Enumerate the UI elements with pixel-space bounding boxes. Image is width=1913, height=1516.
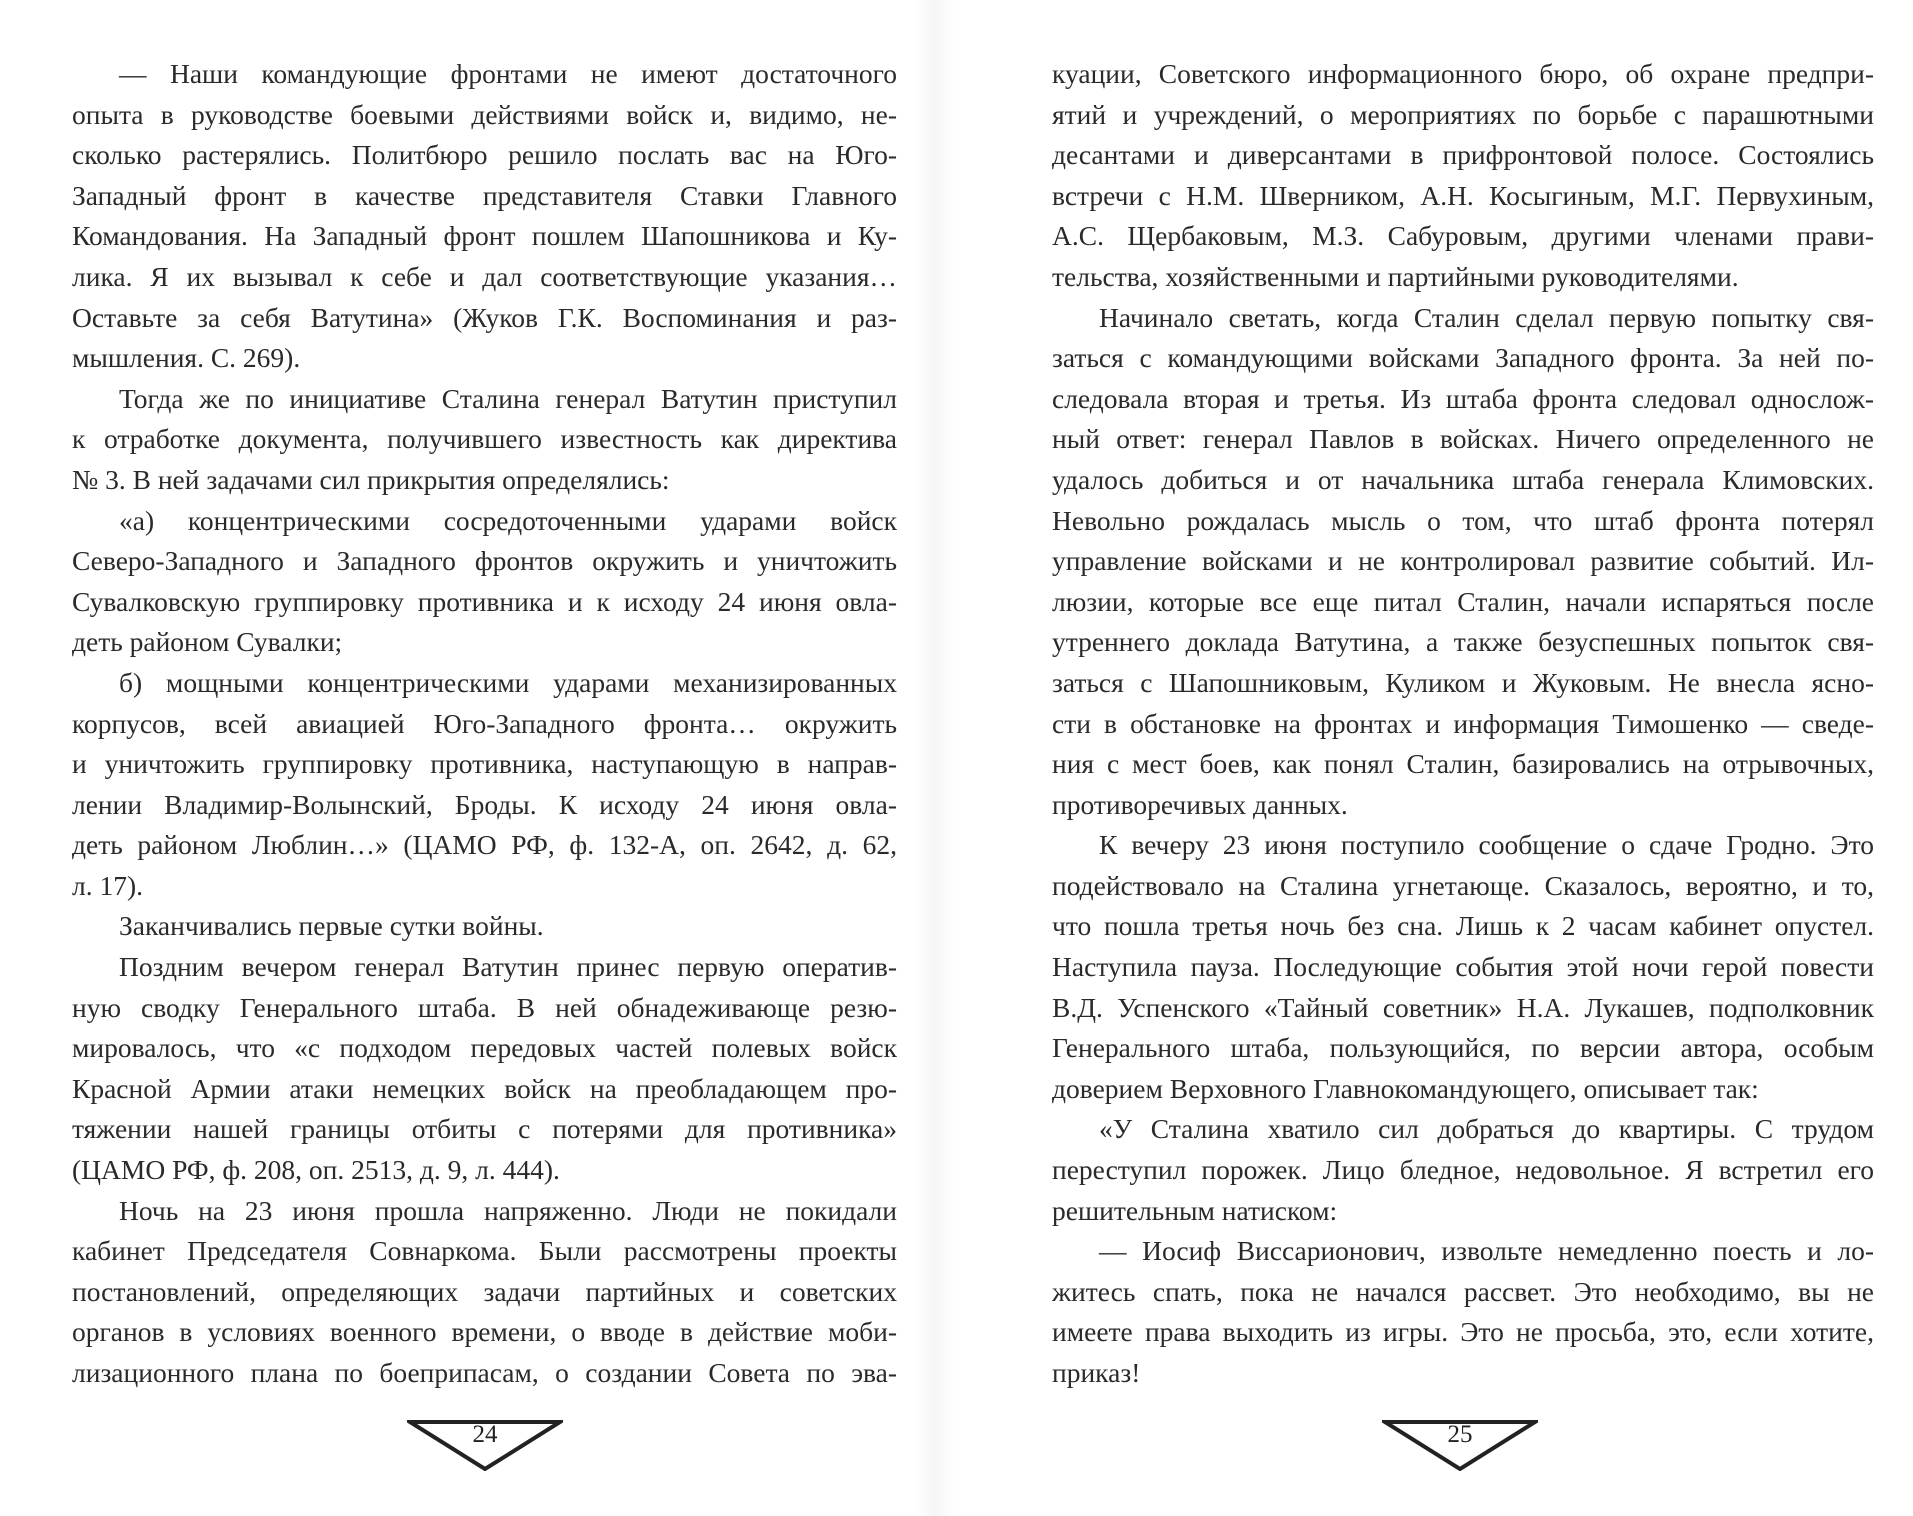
text-line: деть районом Люблин…» (ЦАМО РФ, ф. 132-А, оп. 2642, д. 62,: [72, 829, 897, 861]
text-line: тельства, хозяйственными и партийными руководителями.: [1052, 260, 1739, 292]
paragraph: [72, 54, 897, 379]
text-line: деть районом Сувалки;: [72, 626, 343, 658]
page-number-right: [1382, 1419, 1538, 1471]
text-line: опыта в руководстве боевыми действиями войск и, видимо, не-: [72, 98, 897, 130]
text-line: управление войсками и не контролировал развитие событий. Ил-: [1052, 545, 1874, 577]
paragraph: [1052, 1231, 1874, 1393]
text-line: лении Владимир-Волынский, Броды. К исходу 24 июня овла-: [72, 788, 897, 820]
paragraph: [1052, 1109, 1874, 1231]
text-line: заться с командующими войсками Западного фронта. За ней по-: [1052, 342, 1874, 374]
book-gutter: [915, 0, 955, 1516]
text-line: Генерального штаба, пользующийся, по версии автора, особым: [1052, 1032, 1874, 1064]
text-line: Начинало светать, когда Сталин сделал первую попытку свя-: [1099, 301, 1874, 333]
text-line: доверием Верховного Главнокомандующего, описывает так:: [1052, 1072, 1759, 1104]
paragraph: [72, 947, 897, 1191]
text-line: б) мощными концентрическими ударами механизированных: [119, 666, 897, 698]
text-line: Красной Армии атаки немецких войск на преобладающем про-: [72, 1072, 897, 1104]
text-line: лизационного плана по боеприпасам, о создании Совета по эва-: [72, 1357, 897, 1388]
text-line: и уничтожить группировку противника, наступающую в направ-: [72, 748, 897, 780]
text-line: ния с мест боев, как понял Сталин, базировались на отрывочных,: [1052, 748, 1874, 780]
text-line: кабинет Председателя Совнаркома. Были рассмотрены проекты: [72, 1235, 897, 1267]
text-line: (ЦАМО РФ, ф. 208, оп. 2513, д. 9, л. 444).: [72, 1154, 560, 1186]
text-line: сколько растерялись. Политбюро решило послать вас на Юго-: [72, 139, 897, 171]
text-line: ную сводку Генерального штаба. В ней обнадеживающе резю-: [72, 991, 897, 1023]
text-line: Северо-Западного и Западного фронтов окружить и уничтожить: [72, 545, 897, 577]
text-line: Западный фронт в качестве представителя Ставки Главного: [72, 179, 897, 211]
text-line: Оставьте за себя Ватутина» (Жуков Г.К. Воспоминания и раз-: [72, 301, 897, 333]
paragraph: [1052, 825, 1874, 1109]
text-line: л. 17).: [72, 869, 144, 901]
text-line: Сувалковскую группировку противника и к исходу 24 июня овла-: [72, 585, 897, 617]
page-number-left: [407, 1419, 563, 1471]
text-line: сти в обстановке на фронтах и информация Тимошенко — сведе-: [1052, 707, 1874, 739]
paragraph: [72, 1191, 897, 1394]
text-line: к отработке документа, получившего известность как директива: [72, 423, 897, 455]
text-line: лика. Я их вызывал к себе и дал соответствующие указания…: [72, 260, 897, 292]
text-line: № 3. В ней задачами сил прикрытия определялись:: [72, 463, 670, 495]
text-line: приказ!: [1052, 1357, 1141, 1388]
text-line: куации, Советского информационного бюро, об охране предпри-: [1052, 58, 1874, 89]
text-line: подействовало на Сталина угнетающе. Сказалось, вероятно, и то,: [1052, 869, 1874, 901]
text-line: заться с Шапошниковым, Куликом и Жуковым. Не внесла ясно-: [1052, 666, 1874, 698]
text-line: удалось добиться и от начальника штаба генерала Климовских.: [1052, 463, 1874, 495]
right-page-text: [1052, 54, 1874, 1394]
text-line: постановлений, определяющих задачи партийных и советских: [72, 1275, 897, 1307]
text-line: Наступила пауза. Последующие события этой ночи герой повести: [1052, 951, 1874, 983]
text-line: ятий и учреждений, о мероприятиях по борьбе с парашютными: [1052, 98, 1874, 130]
text-line: встречи с Н.М. Шверником, А.Н. Косыгиным, М.Г. Первухиным,: [1052, 179, 1874, 211]
text-line: К вечеру 23 июня поступило сообщение о сдаче Гродно. Это: [1099, 829, 1874, 861]
text-line: решительным натиском:: [1052, 1194, 1338, 1226]
left-page-text: [72, 54, 897, 1394]
text-line: тяжении нашей границы отбиты с потерями для противника»: [72, 1113, 897, 1145]
paragraph: [72, 906, 897, 947]
text-line: корпусов, всей авиацией Юго-Западного фронта… окружить: [72, 707, 897, 739]
paragraph: [72, 501, 897, 663]
text-line: органов в условиях военного времени, о вводе в действие моби-: [72, 1316, 897, 1348]
text-line: люзии, которые все еще питал Сталин, начали испаряться после: [1052, 585, 1874, 617]
paragraph: [1052, 54, 1874, 298]
text-line: что пошла третья ночь без сна. Лишь к 2 часам кабинет опустел.: [1052, 910, 1874, 942]
text-line: десантами и диверсантами в прифронтовой полосе. Состоялись: [1052, 139, 1874, 171]
text-line: ный ответ: генерал Павлов в войсках. Ничего определенного не: [1052, 423, 1874, 455]
text-line: В.Д. Успенского «Тайный советник» Н.А. Лукашев, подполковник: [1052, 991, 1874, 1023]
text-line: житесь спать, пока не начался рассвет. Это необходимо, вы не: [1052, 1275, 1874, 1307]
text-line: мышления. С. 269).: [72, 342, 301, 374]
text-line: Командования. На Западный фронт пошлем Шапошникова и Ку-: [72, 220, 897, 252]
text-line: — Наши командующие фронтами не имеют достаточного: [119, 58, 897, 89]
text-line: Заканчивались первые сутки войны.: [119, 910, 544, 942]
text-line: — Иосиф Виссарионович, извольте немедленно поесть и ло-: [1099, 1235, 1874, 1267]
page-number-text: 25: [1447, 1421, 1473, 1448]
text-line: А.С. Щербаковым, М.З. Сабуровым, другими членами прави-: [1052, 220, 1874, 252]
text-line: Ночь на 23 июня прошла напряженно. Люди не покидали: [119, 1194, 897, 1226]
text-line: Невольно рождалась мысль о том, что штаб фронта потерял: [1052, 504, 1874, 536]
paragraph: [1052, 298, 1874, 826]
text-line: Тогда же по инициативе Сталина генерал Ватутин приступил: [119, 382, 897, 414]
text-line: Поздним вечером генерал Ватутин принес первую оператив-: [119, 951, 897, 983]
text-line: имеете права выходить из игры. Это не просьба, это, если хотите,: [1052, 1316, 1874, 1348]
text-line: утреннего доклада Ватутина, а также безуспешных попыток свя-: [1052, 626, 1874, 658]
page-number-text: 24: [472, 1421, 498, 1448]
text-line: мировалось, что «с подходом передовых частей полевых войск: [72, 1032, 897, 1064]
text-line: противоречивых данных.: [1052, 788, 1348, 820]
text-line: следовала вторая и третья. Из штаба фронта следовал однослож-: [1052, 382, 1874, 414]
text-line: «У Сталина хватило сил добраться до квартиры. С трудом: [1099, 1113, 1874, 1145]
text-line: переступил порожек. Лицо бледное, недовольное. Я встретил его: [1052, 1154, 1874, 1186]
paragraph: [72, 379, 897, 501]
text-line: «а) концентрическими сосредоточенными ударами войск: [119, 504, 897, 536]
paragraph: [72, 663, 897, 907]
